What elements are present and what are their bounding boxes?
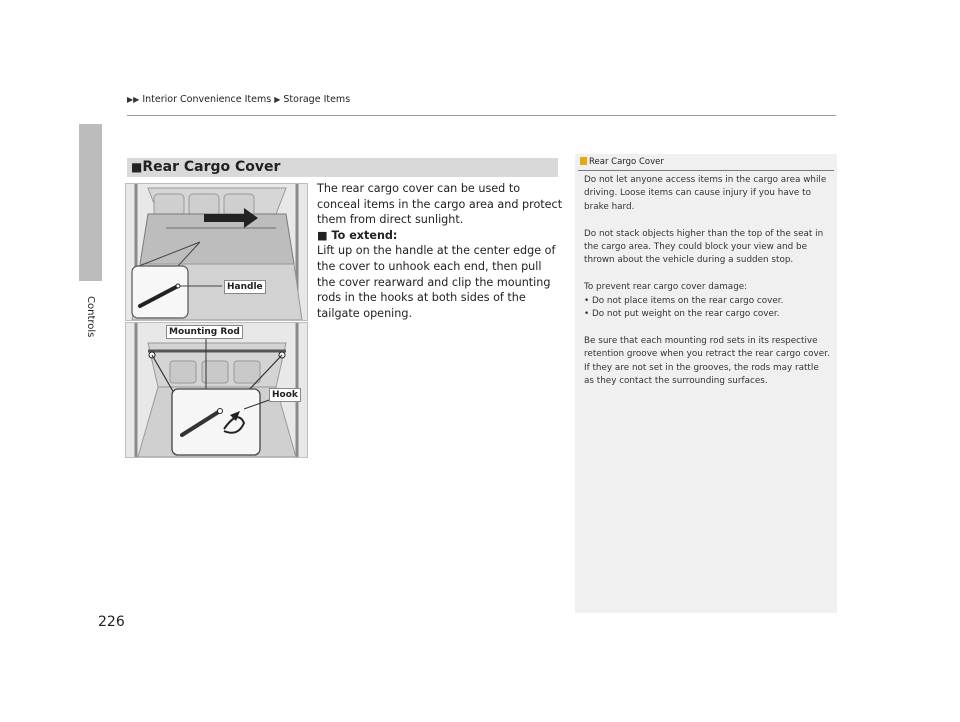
note-paragraph-1: Do not let anyone access items in the cargo area while driving. Loose items can cause injury if you have to brake hard. [584, 175, 827, 212]
mounting-rod-hook-illustration [125, 322, 308, 458]
note-title: Rear Cargo Cover [589, 157, 664, 167]
intro-paragraph: The rear cargo cover can be used to conceal items in the cargo area and protect them from direct sunlight. [317, 182, 563, 227]
breadcrumb-arrow-icon: ▶▶ [127, 95, 140, 104]
sub-heading [317, 228, 563, 244]
section-marker-icon: ■ [131, 160, 143, 174]
cargo-cover-handle-illustration [125, 183, 308, 321]
breadcrumb-section[interactable]: Interior Convenience Items [142, 94, 272, 105]
breadcrumb-page[interactable]: Storage Items [283, 94, 351, 105]
sub-heading-text: To extend: [331, 228, 398, 242]
note-paragraph-4: Be sure that each mounting rod sets in its respective retention groove when you retract the rear cargo cover. If they are not set in the grooves, the rods may rattle as they contact the surrounding surfaces. [584, 335, 830, 387]
note-heading [580, 157, 664, 167]
body-text [317, 181, 563, 321]
sub-heading-marker-icon: ■ [317, 228, 328, 242]
note-icon [580, 157, 587, 165]
note-divider [578, 170, 834, 171]
section-title-text: Rear Cargo Cover [142, 159, 281, 175]
breadcrumb [127, 94, 350, 105]
note-body [584, 174, 830, 402]
instructions-paragraph: Lift up on the handle at the center edge of the cover to unhook each end, then pull the cover rearward and clip the mounting rods in the hooks at both sides of the tailgate opening. [317, 244, 556, 320]
breadcrumb-separator-icon: ▶ [274, 95, 281, 104]
cargo-area-drawing [126, 184, 307, 320]
section-title [131, 158, 280, 177]
note-paragraph-2: Do not stack objects higher than the top of the seat in the cargo area. They could block your view and be thrown about the vehicle during a sudden stop. [584, 228, 824, 266]
note-bullet-1: • Do not place items on the rear cargo cover. [584, 295, 784, 306]
hook-callout: Hook [269, 388, 301, 402]
note-paragraph-3: To prevent rear cargo cover damage: [584, 282, 748, 293]
mounting-rod-callout: Mounting Rod [166, 325, 243, 339]
chapter-tab-label: Controls [85, 296, 96, 338]
chapter-tab [79, 124, 102, 281]
page-number: 226 [98, 614, 125, 630]
note-bullet-2: • Do not put weight on the rear cargo cover. [584, 309, 780, 320]
header-divider [127, 115, 836, 116]
handle-callout: Handle [224, 280, 266, 294]
